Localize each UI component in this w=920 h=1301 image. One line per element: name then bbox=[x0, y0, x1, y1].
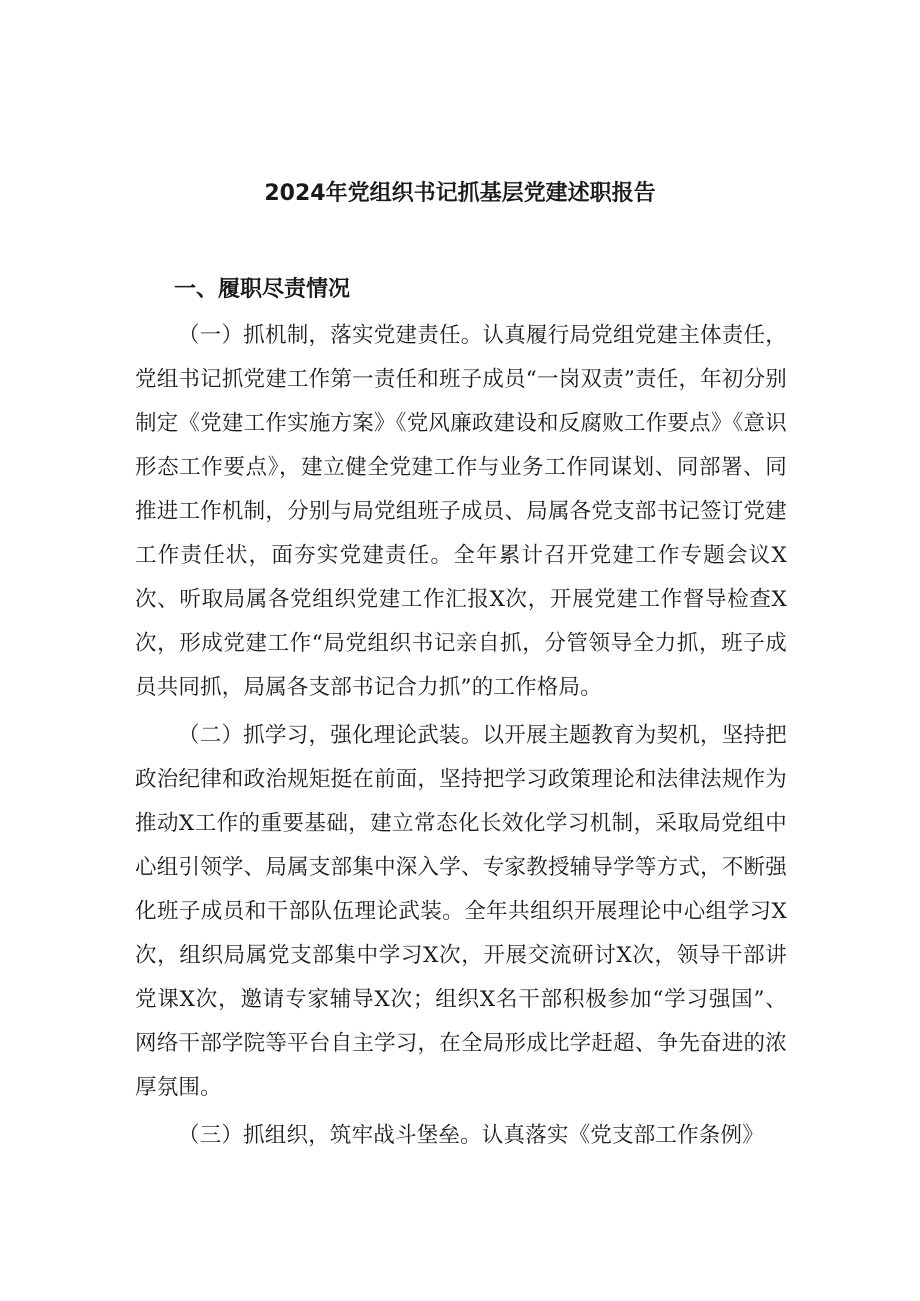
section-heading: 一、履职尽责情况 bbox=[174, 277, 351, 302]
document-title: 2024年党组织书记抓基层党建述职报告 bbox=[264, 181, 656, 206]
paragraph-study: （二）抓学习，强化理论武装。以开展主题教育为契机，坚持把政治纪律和政治规矩挺在前面，坚持把学习政策理论和法律法规作为推动X工作的重要基础，建立常态化长效化学习机制，采取局党组中心组引领学、局属支部集中深入学、专家教授辅导学等方式，不断强化班子成员和干部队伍理论武装。全年共组织开展理论中心组学习X次，组织局属党支部集中学习X次，开展交流研讨X次，领导干部讲党课X次，邀请专家辅导X次；组织X名干部积极参加“学习强国”、网络干部学院等平台自主学习，在全局形成比学赶超、争先奋进的浓厚氛围。 bbox=[135, 723, 787, 1100]
paragraph-organization: （三）抓组织，筑牢战斗堡垒。认真落实《党支部工作条例》 bbox=[178, 1123, 764, 1148]
document-body bbox=[135, 314, 787, 1162]
paragraph-mechanism: （一）抓机制，落实党建责任。认真履行局党组党建主体责任，党组书记抓党建工作第一责任和班子成员“一岗双责”责任，年初分别制定《党建工作实施方案》《党风廉政建设和反腐败工作要点》《意识形态工作要点》，建立健全党建工作与业务工作同谋划、同部署、同推进工作机制，分别与局党组班子成员、局属各党支部书记签订党建工作责任状，面夯实党建责任。全年累计召开党建工作专题会议X次、听取局属各党组织党建工作汇报X次，开展党建工作督导检查X次，形成党建工作“局党组织书记亲自抓，分管领导全力抓，班子成员共同抓，局属各支部书记合力抓”的工作格局。 bbox=[135, 323, 787, 700]
